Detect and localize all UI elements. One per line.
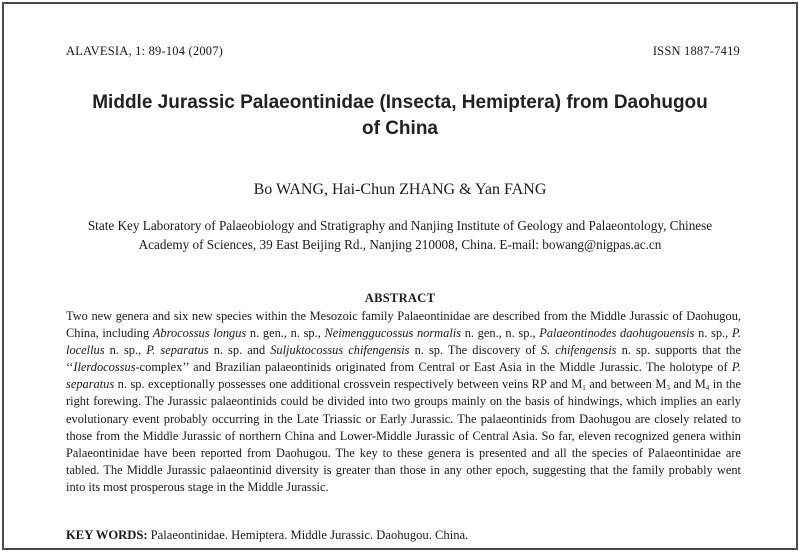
abstract-segment: n. sp. supports that the ‘‘ (66, 343, 741, 375)
vein-subscript: 1 (582, 384, 586, 393)
abstract-segment: n. sp. The discovery of (409, 343, 541, 358)
title-line-1: Middle Jurassic Palaeontinidae (Insecta, Hemiptera) from Daohugou (92, 92, 708, 113)
taxon-name: S. chifengensis (540, 343, 617, 358)
abstract-text (66, 308, 741, 496)
taxon-name: Ilerdocossus (73, 360, 136, 375)
keywords-label: KEY WORDS: (66, 528, 148, 542)
author-list: Bo WANG, Hai-Chun ZHANG & Yan FANG (253, 181, 547, 198)
title-line-2: of China (362, 118, 438, 139)
keywords-list: Palaeontinidae. Hemiptera. Middle Jurassic. Daohugou. China. (147, 528, 469, 542)
keywords (66, 528, 468, 543)
abstract-segment: and M (669, 377, 706, 392)
abstract-segment: and between M (585, 377, 667, 392)
abstract-segment: -complex’’ and Brazilian palaeontinids originated from Central or East Asia in the Middle Jurassic. The holotype of (135, 360, 732, 375)
affiliation-line-1: State Key Laboratory of Palaeobiology and Stratigraphy and Nanjing Institute of Geology and Palaeontology, Chinese (87, 218, 713, 233)
taxon-name: P. separatus (66, 360, 741, 392)
issn-number: ISSN 1887-7419 (652, 44, 740, 58)
affiliation (64, 216, 736, 254)
abstract-segment: in the right forewing. The Jurassic palaeontinids could be divided into two groups mainly on the basis of hindwings, which implies an early evolutionary event probably occurring in the Late Triassic or Early Jurassic. The palaeontinids from Daohugou are closely related to those from the Middle Jurassic of northern China and Lower-Middle Jurassic of Central Asia. So far, eleven recognized genera within Palaeontinidae have been reported from Daohugou. The key to these genera is presented and all the species of Palaeontinidae are tabled. The Middle Jurassic palaeontinid diversity is greater than those in any other epoch, suggesting that the family probably went into its most prosperous stage in the Middle Jurassic. (66, 377, 742, 494)
taxon-name: P. locellus (66, 326, 741, 358)
abstract-segment: n. gen., n. sp., (461, 326, 540, 341)
journal-citation: ALAVESIA, 1: 89-104 (2007) (66, 44, 224, 58)
taxon-name: P. separatus (146, 343, 209, 358)
article-title (44, 90, 756, 142)
abstract-segment: n. gen., n. sp., (246, 326, 325, 341)
abstract-segment: n. sp., (104, 343, 147, 358)
abstract-segment: n. sp. and (208, 343, 271, 358)
taxon-name: Suljuktocossus chifengensis (270, 343, 410, 358)
affiliation-line-2: Academy of Sciences, 39 East Beijing Rd., Nanjing 210008, China. E-mail: bowang@nigpas.ac.cn (138, 237, 662, 252)
taxon-name: Neimenggucossus normalis (324, 326, 462, 341)
vein-subscript: 4 (705, 384, 710, 393)
abstract-segment: n. sp. exceptionally possesses one additional crossvein respectively between veins RP and M (114, 377, 583, 392)
abstract-segment: Two new genera and six new species within the Mesozoic family Palaeontinidae are described from the Middle Jurassic of Daohugou, China, including (66, 309, 741, 341)
paper-page (2, 2, 798, 550)
abstract-segment: n. sp., (694, 326, 732, 341)
taxon-name: Palaeontinodes daohugouensis (539, 326, 695, 341)
taxon-name: Abrocossus longus (152, 326, 247, 341)
abstract-heading: ABSTRACT (364, 291, 436, 305)
vein-subscript: 3 (666, 384, 670, 393)
